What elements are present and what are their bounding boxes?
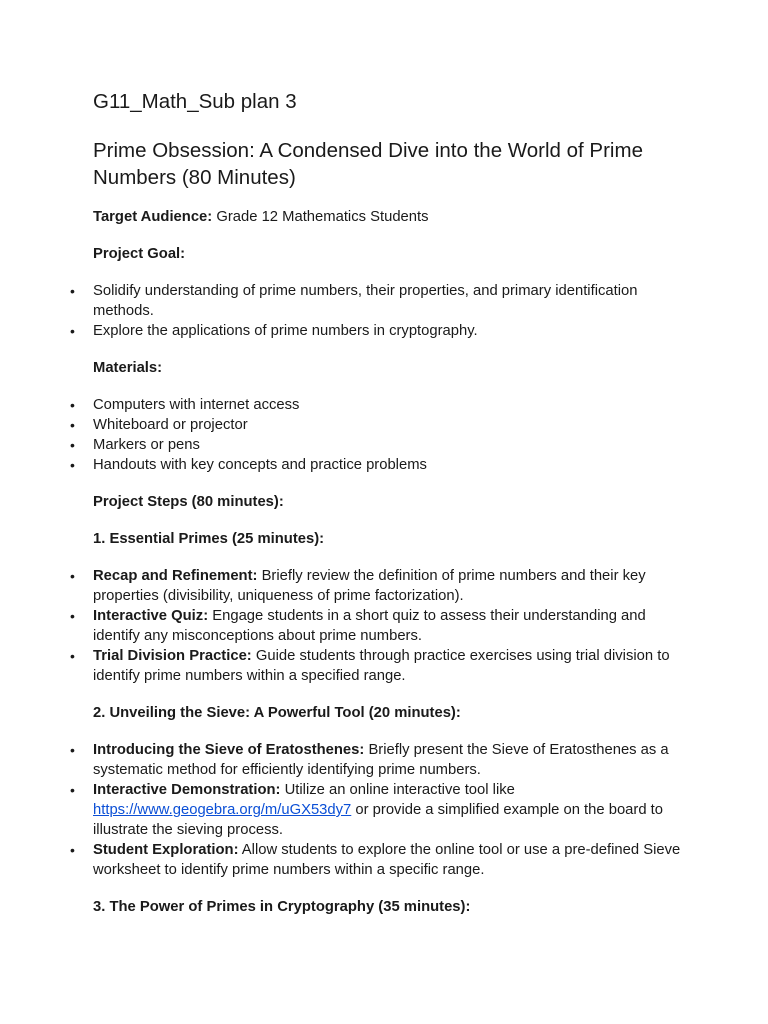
materials-label: Materials: <box>93 360 163 376</box>
document-page <box>93 88 683 934</box>
item-text: Briefly review the definition of prime numbers and their key properties (divisibility, uniqueness of prime factorization). <box>93 568 646 604</box>
target-audience-value: Grade 12 Mathematics Students <box>212 209 429 225</box>
item-label: Interactive Quiz: <box>93 608 209 624</box>
item-text-after-link: or provide a simplified example on the board to illustrate the sieving process. <box>93 802 664 838</box>
list-item <box>93 840 683 880</box>
item-label: Student Exploration: <box>93 842 239 858</box>
item-text: Briefly present the Sieve of Eratosthenes as a systematic method for efficiently identifying prime numbers. <box>93 742 669 778</box>
target-audience-line <box>93 207 683 227</box>
geogebra-link[interactable]: https://www.geogebra.org/m/uGX53dy7 <box>93 802 352 818</box>
document-title: G11_Math_Sub plan 3 <box>93 90 297 113</box>
step3-heading: 3. The Power of Primes in Cryptography (35 minutes): <box>93 899 471 915</box>
list-item <box>93 566 683 606</box>
item-text: Allow students to explore the online tool or use a pre-defined Sieve worksheet to identify prime numbers within a specific range. <box>93 842 681 878</box>
step2-list <box>93 740 683 880</box>
list-item: • Explore the applications of prime numbers in cryptography. <box>93 321 683 341</box>
list-item: • Computers with internet access <box>93 395 683 415</box>
list-item: • Markers or pens <box>93 435 683 455</box>
project-steps-label: Project Steps (80 minutes): <box>93 494 284 510</box>
item-label: Recap and Refinement: <box>93 568 258 584</box>
item-text: Guide students through practice exercises using trial division to identify prime numbers within a specified range. <box>93 648 670 684</box>
step2-heading: 2. Unveiling the Sieve: A Powerful Tool (20 minutes): <box>93 705 461 721</box>
step1-list <box>93 566 683 686</box>
list-item: • Handouts with key concepts and practice problems <box>93 455 683 475</box>
item-text: Engage students in a short quiz to assess their understanding and identify any misconceptions about prime numbers. <box>93 608 646 644</box>
list-item <box>93 780 683 840</box>
item-text-before-link: Utilize an online interactive tool like <box>280 782 515 798</box>
target-audience-label: Target Audience: <box>93 209 213 225</box>
item-label: Introducing the Sieve of Eratosthenes: <box>93 742 365 758</box>
list-item <box>93 646 683 686</box>
project-goal-label: Project Goal: <box>93 246 186 262</box>
lesson-heading: Prime Obsession: A Condensed Dive into the World of Prime Numbers (80 Minutes) <box>93 139 643 189</box>
materials-list <box>93 395 683 475</box>
step1-heading: 1. Essential Primes (25 minutes): <box>93 531 325 547</box>
item-label: Trial Division Practice: <box>93 648 252 664</box>
list-item: • Whiteboard or projector <box>93 415 683 435</box>
list-item <box>93 740 683 780</box>
item-label: Interactive Demonstration: <box>93 782 281 798</box>
list-item: • Solidify understanding of prime numbers, their properties, and primary identification methods. <box>93 281 683 321</box>
project-goal-list <box>93 281 683 341</box>
list-item <box>93 606 683 646</box>
